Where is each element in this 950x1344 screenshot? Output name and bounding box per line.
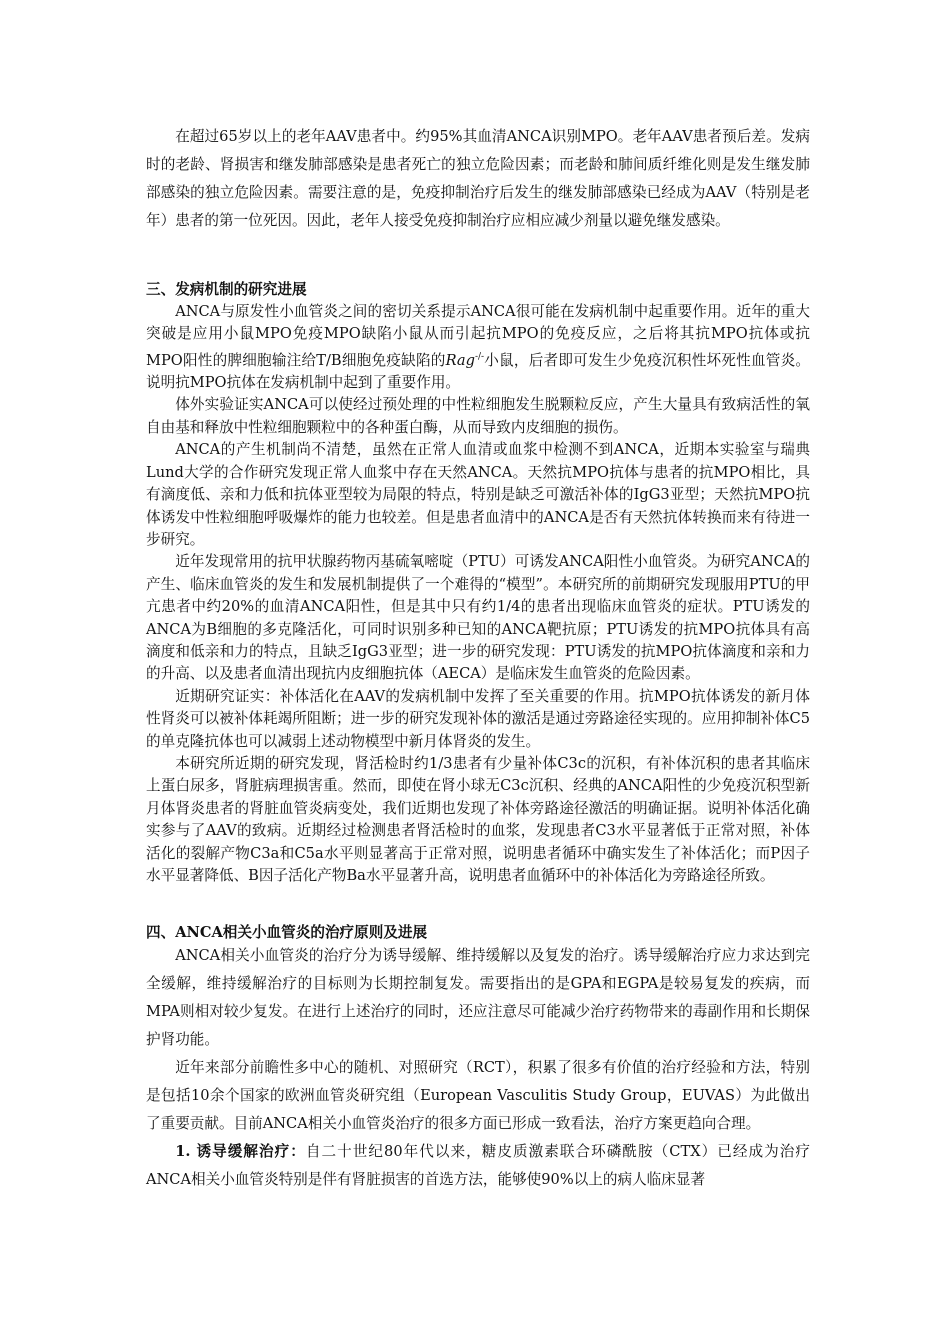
section-4-paragraph-3 (146, 1138, 810, 1194)
section-3-p1-text-b: 小鼠，后者即可发生少免疫沉积性坏死性血管炎。说明抗MPO抗体在发病机制中起到了重要作用。 (146, 351, 810, 392)
rag-superscript: -/- (474, 351, 485, 362)
section-3-p1-text-a: ANCA与原发性小血管炎之间的密切关系提示ANCA很可能在发病机制中起重要作用。近年的重大突破是应用小鼠MPO免疫MPO缺陷小鼠从而引起抗MPO的免疫反应，之后将其抗MPO抗体或抗MPO阳性的脾细胞输注给T/B细胞免疫缺陷的 (146, 303, 810, 369)
section-4-heading: 四、ANCA相关小血管炎的治疗原则及进展 (146, 924, 428, 941)
induction-therapy-text: 自二十世纪80年代以来，糖皮质激素联合环磷酰胺（CTX）已经成为治疗ANCA相关小血管炎特别是伴有肾脏损害的首选方法，能够使90%以上的病人临床显著 (146, 1143, 810, 1188)
section-4-heading-block (146, 922, 810, 944)
section-3-paragraph-1 (146, 301, 810, 394)
section-4-paragraph-1: ANCA相关小血管炎的治疗分为诱导缓解、维持缓解以及复发的治疗。诱导缓解治疗应力求达到完全缓解，维持缓解治疗的目标则为长期控制复发。需要指出的是GPA和EGPA是较易复发的疾病，而MPA则相对较少复发。在进行上述治疗的同时，还应注意尽可能减少治疗药物带来的毒副作用和长期保护肾功能。 (146, 947, 810, 1048)
section-3-paragraph-5: 近期研究证实：补体活化在AAV的发病机制中发挥了至关重要的作用。抗MPO抗体诱发的新月体性肾炎可以被补体耗竭所阻断；进一步的研究发现补体的激活是通过旁路途径实现的。应用抑制补体C5的单克隆抗体也可以减弱上述动物模型中新月体肾炎的发生。 (146, 687, 810, 750)
section-4-body (146, 942, 810, 1194)
section-3-paragraph-6: 本研究所近期的研究发现，肾活检时约1/3患者有少量补体C3c的沉积，有补体沉积的患者其临床上蛋白尿多，肾脏病理损害重。然而，即使在肾小球无C3c沉积、经典的ANCA阳性的少免疫沉积型新月体肾炎患者的肾脏血管炎病变处，我们近期也发现了补体旁路途径激活的明确证据。说明补体活化确实参与了AAV的致病。近期经过检测患者肾活检时的血浆，发现患者C3水平显著低于正常对照，补体活化的裂解产物C3a和C5a水平则显著高于正常对照，说明患者循环中确实发生了补体活化；而P因子水平显著降低、B因子活化产物Ba水平显著升高，说明患者血循环中的补体活化为旁路途径所致。 (146, 754, 810, 885)
section-3-paragraph-3: ANCA的产生机制尚不清楚，虽然在正常人血清或血浆中检测不到ANCA，近期本实验室与瑞典Lund大学的合作研究发现正常人血浆中存在天然ANCA。天然抗MPO抗体与患者的抗MPO相比，具有滴度低、亲和力低和抗体亚型较为局限的特点，特别是缺乏可激活补体的IgG3亚型；天然抗MPO抗体诱发中性粒细胞呼吸爆炸的能力也较差。但是患者血清中的ANCA是否有天然抗体转换而来有待进一步研究。 (146, 441, 810, 548)
section-3-heading-block (146, 279, 810, 301)
section-3-paragraph-4: 近年发现常用的抗甲状腺药物丙基硫氧嘧啶（PTU）可诱发ANCA阳性小血管炎。为研究ANCA的产生、临床血管炎的发生和发展机制提供了一个难得的“模型”。本研究所的前期研究发现服用PTU的甲亢患者中约20%的血清ANCA阳性，但是其中只有约1/4的患者出现临床血管炎的症状。PTU诱发的ANCA为B细胞的多克隆活化，可同时识别多种已知的ANCA靶抗原；PTU诱发的抗MPO抗体具有高滴度和低亲和力的特点，且缺乏IgG3亚型；进一步的研究发现：PTU诱发的抗MPO抗体滴度和亲和力的升高、以及患者血清出现抗内皮细胞抗体（AECA）是临床发生血管炎的危险因素。 (146, 553, 810, 683)
induction-therapy-label: 1. 诱导缓解治疗： (175, 1143, 306, 1160)
rag-gene-name: Rag (445, 351, 475, 369)
intro-paragraph: 在超过65岁以上的老年AAV患者中。约95%其血清ANCA识别MPO。老年AAV患者预后差。发病时的老龄、肾损害和继发肺部感染是患者死亡的独立危险因素；而老龄和肺间质纤维化则是发生继发肺部感染的独立危险因素。需要注意的是，免疫抑制治疗后发生的继发肺部感染已经成为AAV（特别是老年）患者的第一位死因。因此，老年人接受免疫抑制治疗应相应减少剂量以避免继发感染。 (146, 128, 810, 229)
section-3-paragraph-2: 体外实验证实ANCA可以使经过预处理的中性粒细胞发生脱颗粒反应，产生大量具有致病活性的氧自由基和释放中性粒细胞颗粒中的各种蛋白酶，从而导致内皮细胞的损伤。 (146, 396, 810, 436)
intro-block (146, 123, 810, 235)
section-3-body (146, 301, 810, 887)
section-4-paragraph-2: 近年来部分前瞻性多中心的随机、对照研究（RCT），积累了很多有价值的治疗经验和方法，特别是包括10余个国家的欧洲血管炎研究组（European Vasculitis Study Group，EUVAS）为此做出了重要贡献。目前ANCA相关小血管炎治疗的很多方面已形成一致看法，治疗方案更趋向合理。 (146, 1059, 810, 1132)
section-3-heading: 三、发病机制的研究进展 (146, 281, 307, 298)
